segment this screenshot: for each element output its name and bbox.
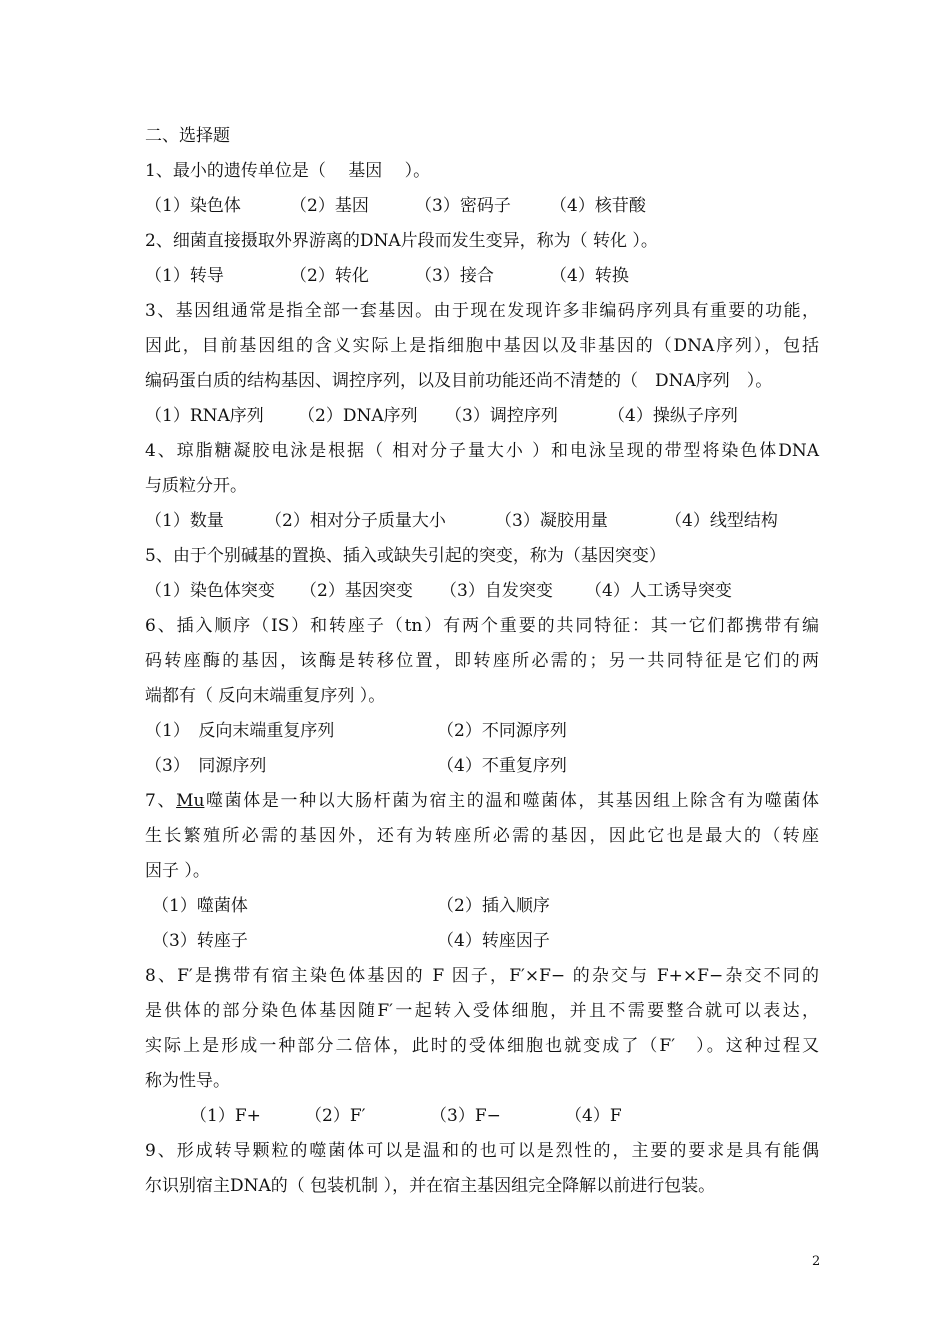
question-8-option-2: （2）F′ xyxy=(305,1106,366,1126)
question-6-line-3: 端都有（ 反向末端重复序列 ）。 xyxy=(145,686,386,706)
question-6-option-3: （3） 同源序列 xyxy=(145,756,267,776)
question-3-line-1: 3、基因组通常是指全部一套基因。由于现在发现许多非编码序列具有重要的功能， xyxy=(145,301,819,321)
mu-term: Mu xyxy=(176,791,205,811)
question-8-line-4: 称为性导。 xyxy=(145,1071,230,1091)
question-7-number: 7、 xyxy=(145,791,177,811)
question-7-line-2: 生长繁殖所必需的基因外，还有为转座所必需的基因，因此它也是最大的（转座 xyxy=(145,826,819,846)
question-8-option-4: （4）F xyxy=(565,1106,622,1126)
question-6-option-1: （1） 反向末端重复序列 xyxy=(145,721,335,741)
question-7-line-1-text: 噬菌体是一种以大肠杆菌为宿主的温和噬菌体，其基因组上除含有为噬菌体 xyxy=(204,791,819,811)
question-5-option-4: （4）人工诱导突变 xyxy=(585,581,732,601)
question-8-option-3: （3）F− xyxy=(430,1106,501,1126)
question-5-option-1: （1）染色体突变 xyxy=(145,581,275,601)
question-1-line-1: 1、最小的遗传单位是（ 基因 ）。 xyxy=(145,161,431,181)
question-4-option-1: （1）数量 xyxy=(145,511,224,531)
question-5-option-2: （2）基因突变 xyxy=(300,581,413,601)
question-8-line-3: 实际上是形成一种部分二倍体，此时的受体细胞也就变成了（F′ ）。这种过程又 xyxy=(145,1036,819,1056)
question-7-option-1: （1）噬菌体 xyxy=(152,896,248,916)
question-3-option-1: （1）RNA序列 xyxy=(145,406,264,426)
question-7-option-2: （2）插入顺序 xyxy=(437,896,550,916)
question-6-line-1: 6、插入顺序（IS）和转座子（tn）有两个重要的共同特征：其一它们都携带有编 xyxy=(145,616,819,636)
question-8-line-2: 是供体的部分染色体基因随F′一起转入受体细胞，并且不需要整合就可以表达， xyxy=(145,1001,819,1021)
question-8-line-1: 8、F′是携带有宿主染色体基因的 F 因子，F′×F− 的杂交与 F+×F−杂交不同的 xyxy=(145,966,819,986)
section-title: 二、选择题 xyxy=(145,126,230,146)
question-1-option-1: （1）染色体 xyxy=(145,196,241,216)
question-6-line-2: 码转座酶的基因，该酶是转移位置，即转座所必需的；另一共同特征是它们的两 xyxy=(145,651,819,671)
question-9-line-2: 尔识别宿主DNA的（ 包装机制 ），并在宿主基因组完全降解以前进行包装。 xyxy=(145,1176,716,1196)
question-2-option-4: （4）转换 xyxy=(550,266,629,286)
question-1-option-4: （4）核苷酸 xyxy=(550,196,646,216)
question-6-option-2: （2）不同源序列 xyxy=(437,721,567,741)
question-2-option-2: （2）转化 xyxy=(290,266,369,286)
question-7-option-3: （3）转座子 xyxy=(152,931,248,951)
question-1-option-3: （3）密码子 xyxy=(415,196,511,216)
question-4-option-2: （2）相对分子质量大小 xyxy=(265,511,446,531)
question-3-line-2: 因此，目前基因组的含义实际上是指细胞中基因以及非基因的（DNA序列），包括 xyxy=(145,336,819,356)
page-number: 2 xyxy=(812,1254,821,1269)
question-6-option-4: （4）不重复序列 xyxy=(437,756,567,776)
question-5-line-1: 5、由于个别碱基的置换、插入或缺失引起的突变，称为（基因突变） xyxy=(145,546,666,566)
question-3-option-3: （3）调控序列 xyxy=(445,406,558,426)
question-9-line-1: 9、形成转导颗粒的噬菌体可以是温和的也可以是烈性的，主要的要求是具有能偶 xyxy=(145,1141,819,1161)
question-2-line-1: 2、细菌直接摄取外界游离的DNA片段而发生变异，称为（ 转化 ）。 xyxy=(145,231,658,251)
question-2-option-1: （1）转导 xyxy=(145,266,224,286)
question-7-line-3: 因子 ）。 xyxy=(145,861,210,881)
question-4-option-4: （4）线型结构 xyxy=(665,511,778,531)
question-7-line-1 xyxy=(145,789,819,813)
question-2-option-3: （3）接合 xyxy=(415,266,494,286)
question-7-option-4: （4）转座因子 xyxy=(437,931,550,951)
question-4-line-1: 4、琼脂糖凝胶电泳是根据（ 相对分子量大小 ）和电泳呈现的带型将染色体DNA xyxy=(145,441,819,461)
question-4-line-2: 与质粒分开。 xyxy=(145,476,247,496)
question-3-option-2: （2）DNA序列 xyxy=(298,406,418,426)
question-3-line-3: 编码蛋白质的结构基因、调控序列，以及目前功能还尚不清楚的（ DNA序列 ）。 xyxy=(145,371,773,391)
question-8-option-1: （1）F+ xyxy=(190,1106,261,1126)
question-3-option-4: （4）操纵子序列 xyxy=(608,406,738,426)
question-5-option-3: （3）自发突变 xyxy=(440,581,553,601)
question-1-option-2: （2）基因 xyxy=(290,196,369,216)
question-4-option-3: （3）凝胶用量 xyxy=(495,511,608,531)
